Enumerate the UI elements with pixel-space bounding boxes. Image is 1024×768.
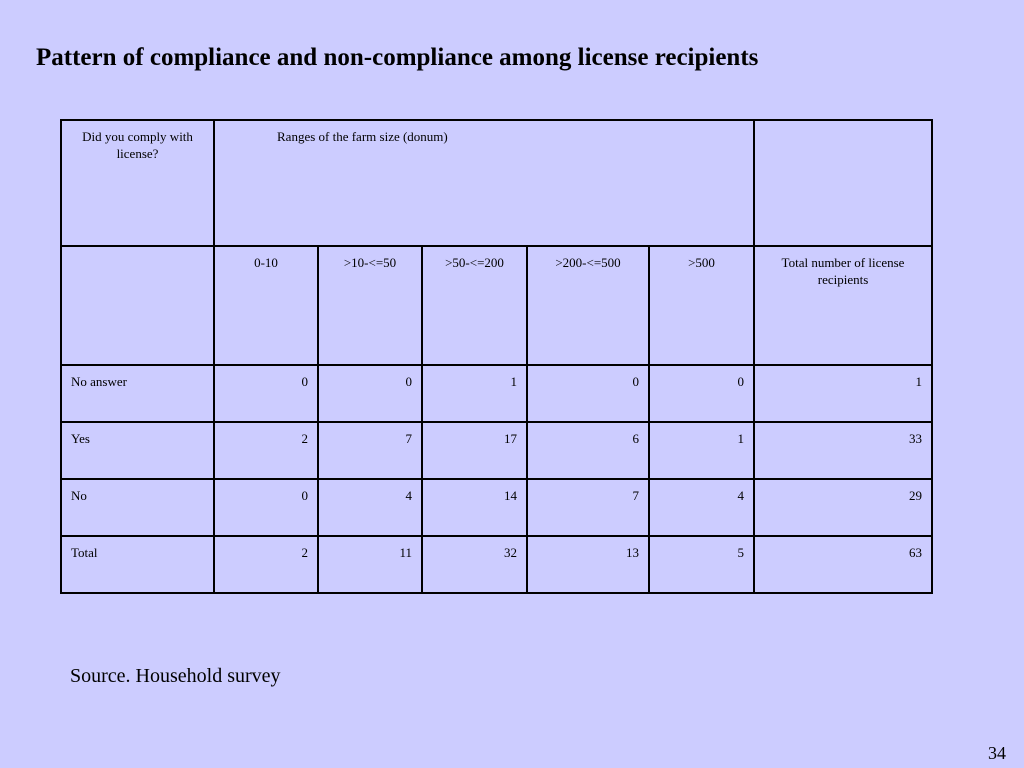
column-header-total: Total number of license recipients (754, 246, 932, 365)
column-header: >500 (649, 246, 754, 365)
table-cell: 1 (422, 365, 527, 422)
question-header-cell: Did you comply with license? (61, 120, 214, 246)
table-cell: 14 (422, 479, 527, 536)
row-label: No (61, 479, 214, 536)
row-label: No answer (61, 365, 214, 422)
table-cell: 4 (318, 479, 422, 536)
compliance-table (60, 119, 933, 594)
table-row (61, 479, 932, 536)
table-header-row (61, 120, 932, 246)
table-cell: 13 (527, 536, 649, 593)
table-cell: 0 (527, 365, 649, 422)
table-cell: 0 (649, 365, 754, 422)
table-cell: 6 (527, 422, 649, 479)
empty-header-cell (754, 120, 932, 246)
row-label: Total (61, 536, 214, 593)
source-note: Source. Household survey (70, 665, 281, 687)
table-cell: 7 (318, 422, 422, 479)
table-cell: 0 (214, 479, 318, 536)
row-label: Yes (61, 422, 214, 479)
table-cell: 63 (754, 536, 932, 593)
table-row (61, 365, 932, 422)
table-cell: 1 (649, 422, 754, 479)
column-header: >50-<=200 (422, 246, 527, 365)
table-row (61, 422, 932, 479)
table-row-total (61, 536, 932, 593)
table-cell: 4 (649, 479, 754, 536)
column-header: 0-10 (214, 246, 318, 365)
table-cell: 29 (754, 479, 932, 536)
table-cell: 11 (318, 536, 422, 593)
table-cell: 0 (318, 365, 422, 422)
column-header: >10-<=50 (318, 246, 422, 365)
table-cell: 1 (754, 365, 932, 422)
column-header-row (61, 246, 932, 365)
table-cell: 5 (649, 536, 754, 593)
table-cell: 32 (422, 536, 527, 593)
slide-title: Pattern of compliance and non-compliance among license recipients (36, 44, 759, 71)
page-number: 34 (988, 743, 1006, 763)
table-cell: 2 (214, 536, 318, 593)
table-cell: 7 (527, 479, 649, 536)
empty-label-cell (61, 246, 214, 365)
table-cell: 33 (754, 422, 932, 479)
table-cell: 2 (214, 422, 318, 479)
table-cell: 17 (422, 422, 527, 479)
table-cell: 0 (214, 365, 318, 422)
column-header: >200-<=500 (527, 246, 649, 365)
ranges-header-cell: Ranges of the farm size (donum) (214, 120, 754, 246)
